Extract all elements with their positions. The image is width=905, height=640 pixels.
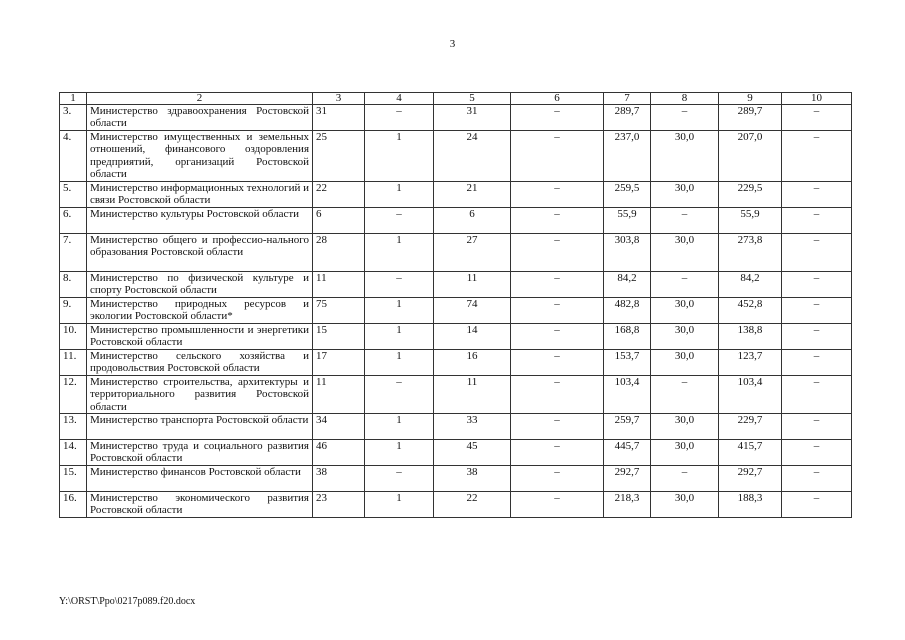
ministry-name: Министерство информационных технологий и связи Ростовской области: [87, 182, 313, 208]
count-col-6: –: [511, 466, 604, 492]
table-body: [60, 105, 852, 518]
count-col-6: –: [511, 272, 604, 298]
count-col-6: –: [511, 492, 604, 518]
amount-col-10: –: [782, 105, 852, 131]
count-col-4: –: [365, 208, 434, 234]
column-header: 2: [87, 93, 313, 105]
count-col-4: 1: [365, 492, 434, 518]
column-header: 8: [651, 93, 719, 105]
ministry-name: Министерство по физической культуре и спорту Ростовской области: [87, 272, 313, 298]
count-col-4: –: [365, 376, 434, 414]
count-col-4: 1: [365, 414, 434, 440]
amount-col-7: 237,0: [604, 131, 651, 182]
amount-col-10: –: [782, 131, 852, 182]
count-col-4: 1: [365, 182, 434, 208]
amount-col-10: –: [782, 376, 852, 414]
column-header: 9: [719, 93, 782, 105]
amount-col-8: 30,0: [651, 440, 719, 466]
count-col-6: –: [511, 105, 604, 131]
count-col-4: 1: [365, 234, 434, 272]
row-number: 9.: [60, 298, 87, 324]
amount-col-10: –: [782, 466, 852, 492]
amount-col-10: –: [782, 234, 852, 272]
table-row: [60, 208, 852, 234]
count-col-4: 1: [365, 131, 434, 182]
ministry-name: Министерство здравоохранения Ростовской области: [87, 105, 313, 131]
count-col-5: 45: [434, 440, 511, 466]
table-row: [60, 182, 852, 208]
amount-col-9: 229,5: [719, 182, 782, 208]
table-row: [60, 376, 852, 414]
count-col-6: –: [511, 131, 604, 182]
column-header: 3: [313, 93, 365, 105]
count-col-6: –: [511, 440, 604, 466]
amount-col-8: –: [651, 272, 719, 298]
count-col-5: 33: [434, 414, 511, 440]
amount-col-7: 445,7: [604, 440, 651, 466]
amount-col-9: 452,8: [719, 298, 782, 324]
amount-col-9: 55,9: [719, 208, 782, 234]
amount-col-10: –: [782, 414, 852, 440]
row-number: 8.: [60, 272, 87, 298]
total-count: 11: [313, 376, 365, 414]
total-count: 31: [313, 105, 365, 131]
count-col-5: 11: [434, 272, 511, 298]
amount-col-8: 30,0: [651, 324, 719, 350]
amount-col-8: –: [651, 105, 719, 131]
count-col-6: –: [511, 208, 604, 234]
row-number: 5.: [60, 182, 87, 208]
count-col-5: 22: [434, 492, 511, 518]
amount-col-7: 153,7: [604, 350, 651, 376]
row-number: 3.: [60, 105, 87, 131]
row-number: 13.: [60, 414, 87, 440]
amount-col-8: 30,0: [651, 414, 719, 440]
count-col-5: 38: [434, 466, 511, 492]
row-number: 15.: [60, 466, 87, 492]
amount-col-9: 84,2: [719, 272, 782, 298]
amount-col-7: 259,7: [604, 414, 651, 440]
amount-col-7: 259,5: [604, 182, 651, 208]
amount-col-9: 103,4: [719, 376, 782, 414]
footer-file-path: Y:\ORST\Ppo\0217p089.f20.docx: [59, 596, 196, 607]
count-col-5: 24: [434, 131, 511, 182]
amount-col-10: –: [782, 350, 852, 376]
table-row: [60, 272, 852, 298]
count-col-5: 6: [434, 208, 511, 234]
column-header: 4: [365, 93, 434, 105]
count-col-6: –: [511, 234, 604, 272]
amount-col-9: 229,7: [719, 414, 782, 440]
row-number: 4.: [60, 131, 87, 182]
amount-col-9: 138,8: [719, 324, 782, 350]
count-col-6: –: [511, 182, 604, 208]
table-row: [60, 492, 852, 518]
count-col-4: 1: [365, 350, 434, 376]
amount-col-8: –: [651, 466, 719, 492]
total-count: 46: [313, 440, 365, 466]
count-col-5: 27: [434, 234, 511, 272]
amount-col-9: 273,8: [719, 234, 782, 272]
column-header: 7: [604, 93, 651, 105]
count-col-4: –: [365, 466, 434, 492]
count-col-6: –: [511, 376, 604, 414]
amount-col-7: 84,2: [604, 272, 651, 298]
page-number: 3: [449, 38, 456, 50]
amount-col-8: –: [651, 376, 719, 414]
amount-col-7: 218,3: [604, 492, 651, 518]
count-col-5: 16: [434, 350, 511, 376]
total-count: 34: [313, 414, 365, 440]
amount-col-9: 207,0: [719, 131, 782, 182]
column-header: 1: [60, 93, 87, 105]
row-number: 10.: [60, 324, 87, 350]
total-count: 11: [313, 272, 365, 298]
table-row: [60, 105, 852, 131]
amount-col-10: –: [782, 324, 852, 350]
total-count: 6: [313, 208, 365, 234]
count-col-6: –: [511, 350, 604, 376]
count-col-5: 74: [434, 298, 511, 324]
count-col-6: –: [511, 324, 604, 350]
table-row: [60, 414, 852, 440]
count-col-4: –: [365, 272, 434, 298]
data-table: [59, 92, 852, 518]
row-number: 7.: [60, 234, 87, 272]
ministry-name: Министерство природных ресурсов и экологии Ростовской области*: [87, 298, 313, 324]
amount-col-9: 292,7: [719, 466, 782, 492]
count-col-4: –: [365, 105, 434, 131]
amount-col-9: 123,7: [719, 350, 782, 376]
amount-col-8: 30,0: [651, 234, 719, 272]
count-col-4: 1: [365, 324, 434, 350]
total-count: 28: [313, 234, 365, 272]
total-count: 17: [313, 350, 365, 376]
ministry-name: Министерство промышленности и энергетики Ростовской области: [87, 324, 313, 350]
table-header-row: [60, 93, 852, 105]
row-number: 16.: [60, 492, 87, 518]
amount-col-8: 30,0: [651, 298, 719, 324]
column-header: 6: [511, 93, 604, 105]
table-row: [60, 131, 852, 182]
ministry-name: Министерство сельского хозяйства и продовольствия Ростовской области: [87, 350, 313, 376]
count-col-6: –: [511, 298, 604, 324]
amount-col-7: 55,9: [604, 208, 651, 234]
ministry-name: Министерство строительства, архитектуры и территориального развития Ростовской области: [87, 376, 313, 414]
amount-col-10: –: [782, 272, 852, 298]
count-col-4: 1: [365, 440, 434, 466]
amount-col-10: –: [782, 492, 852, 518]
total-count: 25: [313, 131, 365, 182]
ministry-name: Министерство экономического развития Ростовской области: [87, 492, 313, 518]
total-count: 38: [313, 466, 365, 492]
amount-col-7: 303,8: [604, 234, 651, 272]
count-col-5: 11: [434, 376, 511, 414]
total-count: 23: [313, 492, 365, 518]
total-count: 75: [313, 298, 365, 324]
amount-col-8: 30,0: [651, 492, 719, 518]
amount-col-10: –: [782, 208, 852, 234]
total-count: 22: [313, 182, 365, 208]
column-header: 5: [434, 93, 511, 105]
amount-col-8: 30,0: [651, 182, 719, 208]
amount-col-10: –: [782, 182, 852, 208]
count-col-4: 1: [365, 298, 434, 324]
amount-col-8: –: [651, 208, 719, 234]
column-header: 10: [782, 93, 852, 105]
row-number: 6.: [60, 208, 87, 234]
amount-col-10: –: [782, 440, 852, 466]
ministry-name: Министерство транспорта Ростовской области: [87, 414, 313, 440]
row-number: 11.: [60, 350, 87, 376]
amount-col-7: 168,8: [604, 324, 651, 350]
count-col-6: –: [511, 414, 604, 440]
table-row: [60, 324, 852, 350]
table-row: [60, 298, 852, 324]
amount-col-7: 289,7: [604, 105, 651, 131]
total-count: 15: [313, 324, 365, 350]
ministry-name: Министерство имущественных и земельных отношений, финансового оздоровления предприятий, организаций Ростовской области: [87, 131, 313, 182]
count-col-5: 21: [434, 182, 511, 208]
amount-col-10: –: [782, 298, 852, 324]
ministry-name: Министерство культуры Ростовской области: [87, 208, 313, 234]
count-col-5: 31: [434, 105, 511, 131]
ministry-name: Министерство труда и социального развития Ростовской области: [87, 440, 313, 466]
row-number: 12.: [60, 376, 87, 414]
amount-col-9: 415,7: [719, 440, 782, 466]
amount-col-9: 289,7: [719, 105, 782, 131]
amount-col-7: 103,4: [604, 376, 651, 414]
amount-col-8: 30,0: [651, 131, 719, 182]
table-row: [60, 350, 852, 376]
count-col-5: 14: [434, 324, 511, 350]
amount-col-7: 482,8: [604, 298, 651, 324]
row-number: 14.: [60, 440, 87, 466]
ministry-name: Министерство общего и профессио-нального образования Ростовской области: [87, 234, 313, 272]
table-row: [60, 234, 852, 272]
table-row: [60, 440, 852, 466]
amount-col-8: 30,0: [651, 350, 719, 376]
amount-col-7: 292,7: [604, 466, 651, 492]
amount-col-9: 188,3: [719, 492, 782, 518]
ministry-name: Министерство финансов Ростовской области: [87, 466, 313, 492]
table-row: [60, 466, 852, 492]
